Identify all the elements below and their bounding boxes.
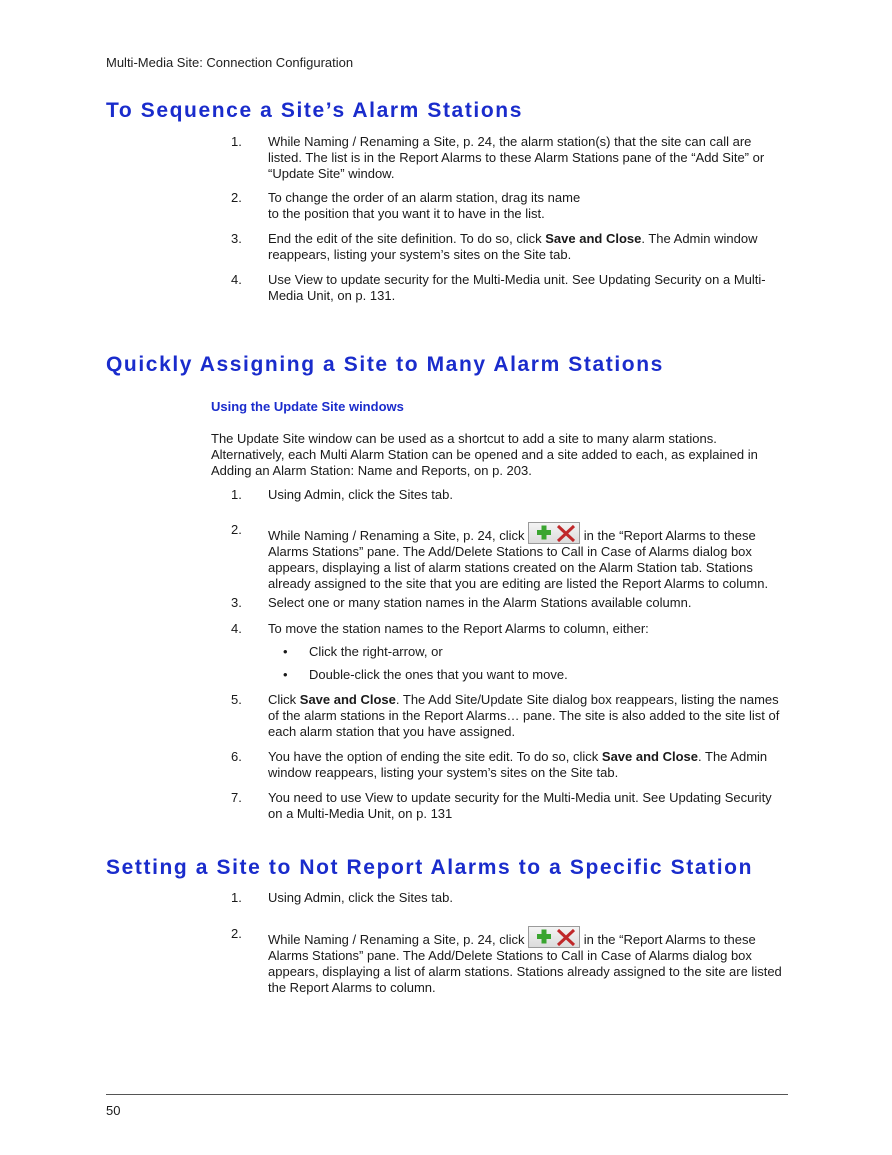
save-and-close-term: Save and Close (299, 692, 396, 707)
sub-heading: Using the Update Site windows (211, 399, 404, 414)
page-number: 50 (106, 1103, 121, 1118)
intro-paragraph: The Update Site window can be used as a shortcut to add a site to many alarm stations. Alternatively, each Multi Alarm Station can be opened and a site added to each, as explained in Adding an Alarm Station: Name and Reports, on p. 203. (211, 431, 758, 478)
section-title-not-report: Setting a Site to Not Report Alarms to a Specific Station (106, 856, 753, 879)
section-title-sequence: To Sequence a Site’s Alarm Stations (106, 99, 523, 122)
add-delete-stations-icon (528, 522, 580, 544)
running-header: Multi-Media Site: Connection Configuration (106, 55, 354, 70)
save-and-close-term: Save and Close (545, 231, 642, 246)
save-and-close-term: Save and Close (601, 749, 699, 764)
footer-divider (106, 1094, 788, 1095)
section-title-quick-assign: Quickly Assigning a Site to Many Alarm Stations (106, 353, 664, 376)
add-delete-stations-icon (528, 926, 580, 948)
